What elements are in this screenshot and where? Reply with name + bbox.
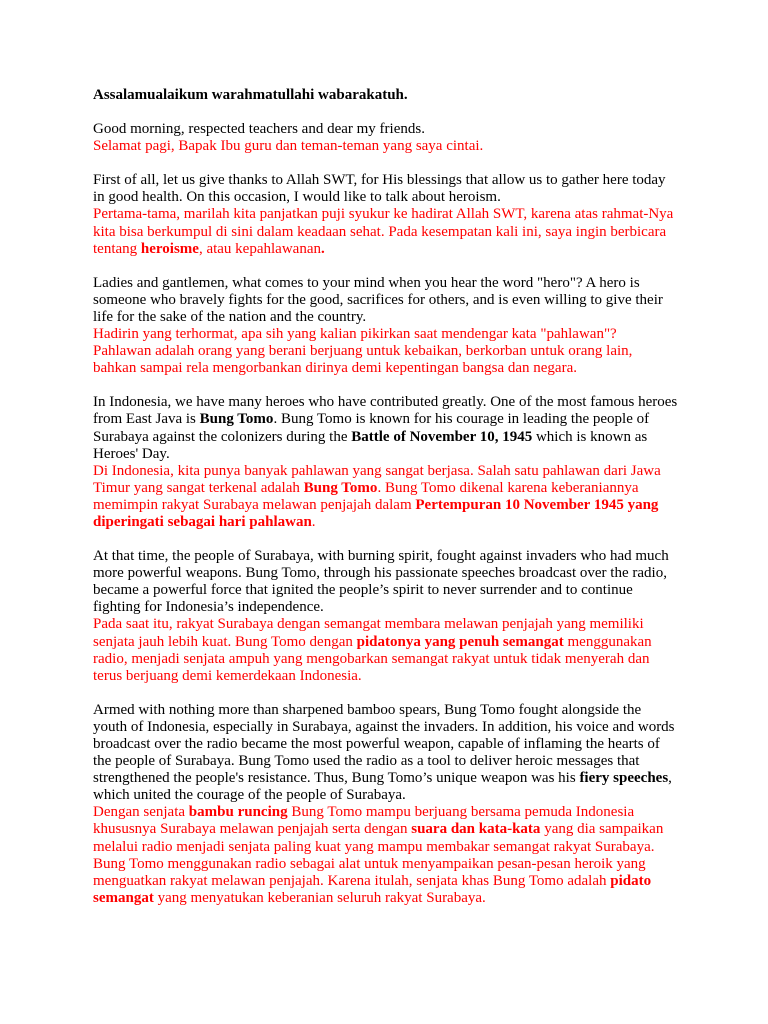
text-run: Selamat pagi, Bapak Ibu guru dan teman-teman yang saya cintai. — [93, 138, 484, 155]
bold-term: fiery speeches — [579, 770, 669, 787]
bold-term: Battle of November 10, 1945 — [351, 428, 533, 445]
greeting: Assalamualaikum warahmatullahi wabarakatuh. — [93, 87, 408, 103]
indonesian-translation — [93, 804, 678, 907]
english-text — [93, 394, 678, 462]
text-run: Di Indonesia, kita punya banyak pahlawan yang sangat berjasa. Salah satu pahlawan dari Jawa Timur yang sangat terkenal adalah — [93, 462, 661, 496]
text-run: Dengan senjata — [93, 804, 189, 821]
indonesian-translation — [93, 616, 678, 684]
text-run: Good morning, respected teachers and dear my friends. — [93, 121, 425, 138]
text-run: yang dia sampaikan melalui radio menjadi senjata paling kuat yang mampu membakar semangat rakyat Surabaya. Bung Tomo menggunakan radio sebagai alat untuk menyampaikan pesan-pesan heroik yang menguatkan rakyat melawan penjajah. Karena itulah, senjata khas Bung Tomo adalah — [93, 821, 664, 889]
bold-term: pidato semangat — [93, 872, 652, 906]
text-run: Pertama-tama, marilah kita panjatkan puji syukur ke hadirat Allah SWT, karena atas rahmat-Nya kita bisa berkumpul di sini dalam keadaan sehat. Pada kesempatan kali ini, saya ingin berbicara tentang — [93, 206, 674, 257]
text-run: Bung Tomo mampu berjuang bersama pemuda Indonesia khususnya Surabaya melawan penjajah serta dengan — [93, 804, 635, 838]
paragraph-block — [93, 172, 678, 257]
text-run: . Bung Tomo is known for his courage in leading the people of Surabaya against the colonizers during the — [93, 411, 650, 445]
text-run: , atau kepahlawanan — [198, 240, 321, 257]
paragraph-block — [93, 702, 678, 907]
english-text — [93, 172, 678, 206]
paragraph-block — [93, 394, 678, 531]
indonesian-translation — [93, 326, 678, 377]
paragraph-block — [93, 548, 678, 685]
text-run: , which united the courage of the people of Surabaya. — [93, 770, 672, 804]
bold-term: pidatonya yang penuh semangat — [356, 633, 564, 650]
bold-term: Pertempuran 10 November 1945 yang diperingati sebagai hari pahlawan — [93, 496, 659, 530]
english-text — [93, 275, 678, 326]
text-run: menggunakan radio, menjadi senjata ampuh yang mengobarkan semangat rakyat untuk tidak menyerah dan terus berjuang demi kemerdekaan Indonesia. — [93, 633, 652, 684]
paragraph-block — [93, 121, 678, 155]
english-text — [93, 702, 678, 805]
bold-term: heroisme — [140, 240, 199, 257]
text-run: First of all, let us give thanks to Allah SWT, for His blessings that allow us to gather here today in good health. On this occasion, I would like to talk about heroism. — [93, 172, 666, 206]
indonesian-translation — [93, 138, 678, 155]
text-run: Pada saat itu, rakyat Surabaya dengan semangat membara melawan penjajah yang memiliki senjata jauh lebih kuat. Bung Tomo dengan — [93, 616, 644, 650]
bold-term: Bung Tomo — [199, 411, 274, 428]
bold-term: Bung Tomo — [303, 479, 378, 496]
bold-term: bambu runcing — [188, 804, 288, 821]
indonesian-translation — [93, 206, 678, 257]
text-run: Ladies and gantlemen, what comes to your mind when you hear the word "hero"? A hero is someone who bravely fights for the good, sacrifices for others, and is even willing to give their life for the sake of the nation and the country. — [93, 274, 663, 325]
english-text — [93, 121, 678, 138]
paragraph-block — [93, 275, 678, 378]
text-run: At that time, the people of Surabaya, with burning spirit, fought against invaders who had much more powerful weapons. Bung Tomo, through his passionate speeches broadcast over the radio, became a powerful force that ignited the people’s spirit to never surrender and to continue fighting for Indonesia’s independence. — [93, 548, 669, 616]
text-run: . Bung Tomo dikenal karena keberaniannya memimpin rakyat Surabaya melawan penjajah dalam — [93, 479, 639, 513]
text-run: Armed with nothing more than sharpened bamboo spears, Bung Tomo fought alongside the youth of Indonesia, especially in Surabaya, against the invaders. In addition, his voice and words broadcast over the radio became the most powerful weapon, capable of inflaming the hearts of the people of Surabaya. Bung Tomo used the radio as a tool to deliver heroic messages that strengthened the people's resistance. Thus, Bung Tomo’s unique weapon was his — [93, 701, 675, 787]
paragraph-list — [93, 121, 678, 907]
text-run: Hadirin yang terhormat, apa sih yang kalian pikirkan saat mendengar kata "pahlawan"? Pahlawan adalah orang yang berani berjuang untuk kebaikan, berkorban untuk orang lain, bahkan sampai rela mengorbankan dirinya demi kepentingan bangsa dan negara. — [93, 326, 633, 377]
bold-term: suara dan kata-kata — [411, 821, 541, 838]
english-text — [93, 548, 678, 616]
text-run: In Indonesia, we have many heroes who have contributed greatly. One of the most famous heroes from East Java is — [93, 394, 678, 428]
text-run: . — [311, 513, 316, 530]
text-run: which is known as Heroes' Day. — [93, 428, 648, 462]
indonesian-translation — [93, 463, 678, 531]
bold-term: . — [320, 240, 325, 257]
document-page — [93, 87, 678, 924]
text-run: yang menyatukan keberanian seluruh rakyat Surabaya. — [153, 889, 486, 906]
